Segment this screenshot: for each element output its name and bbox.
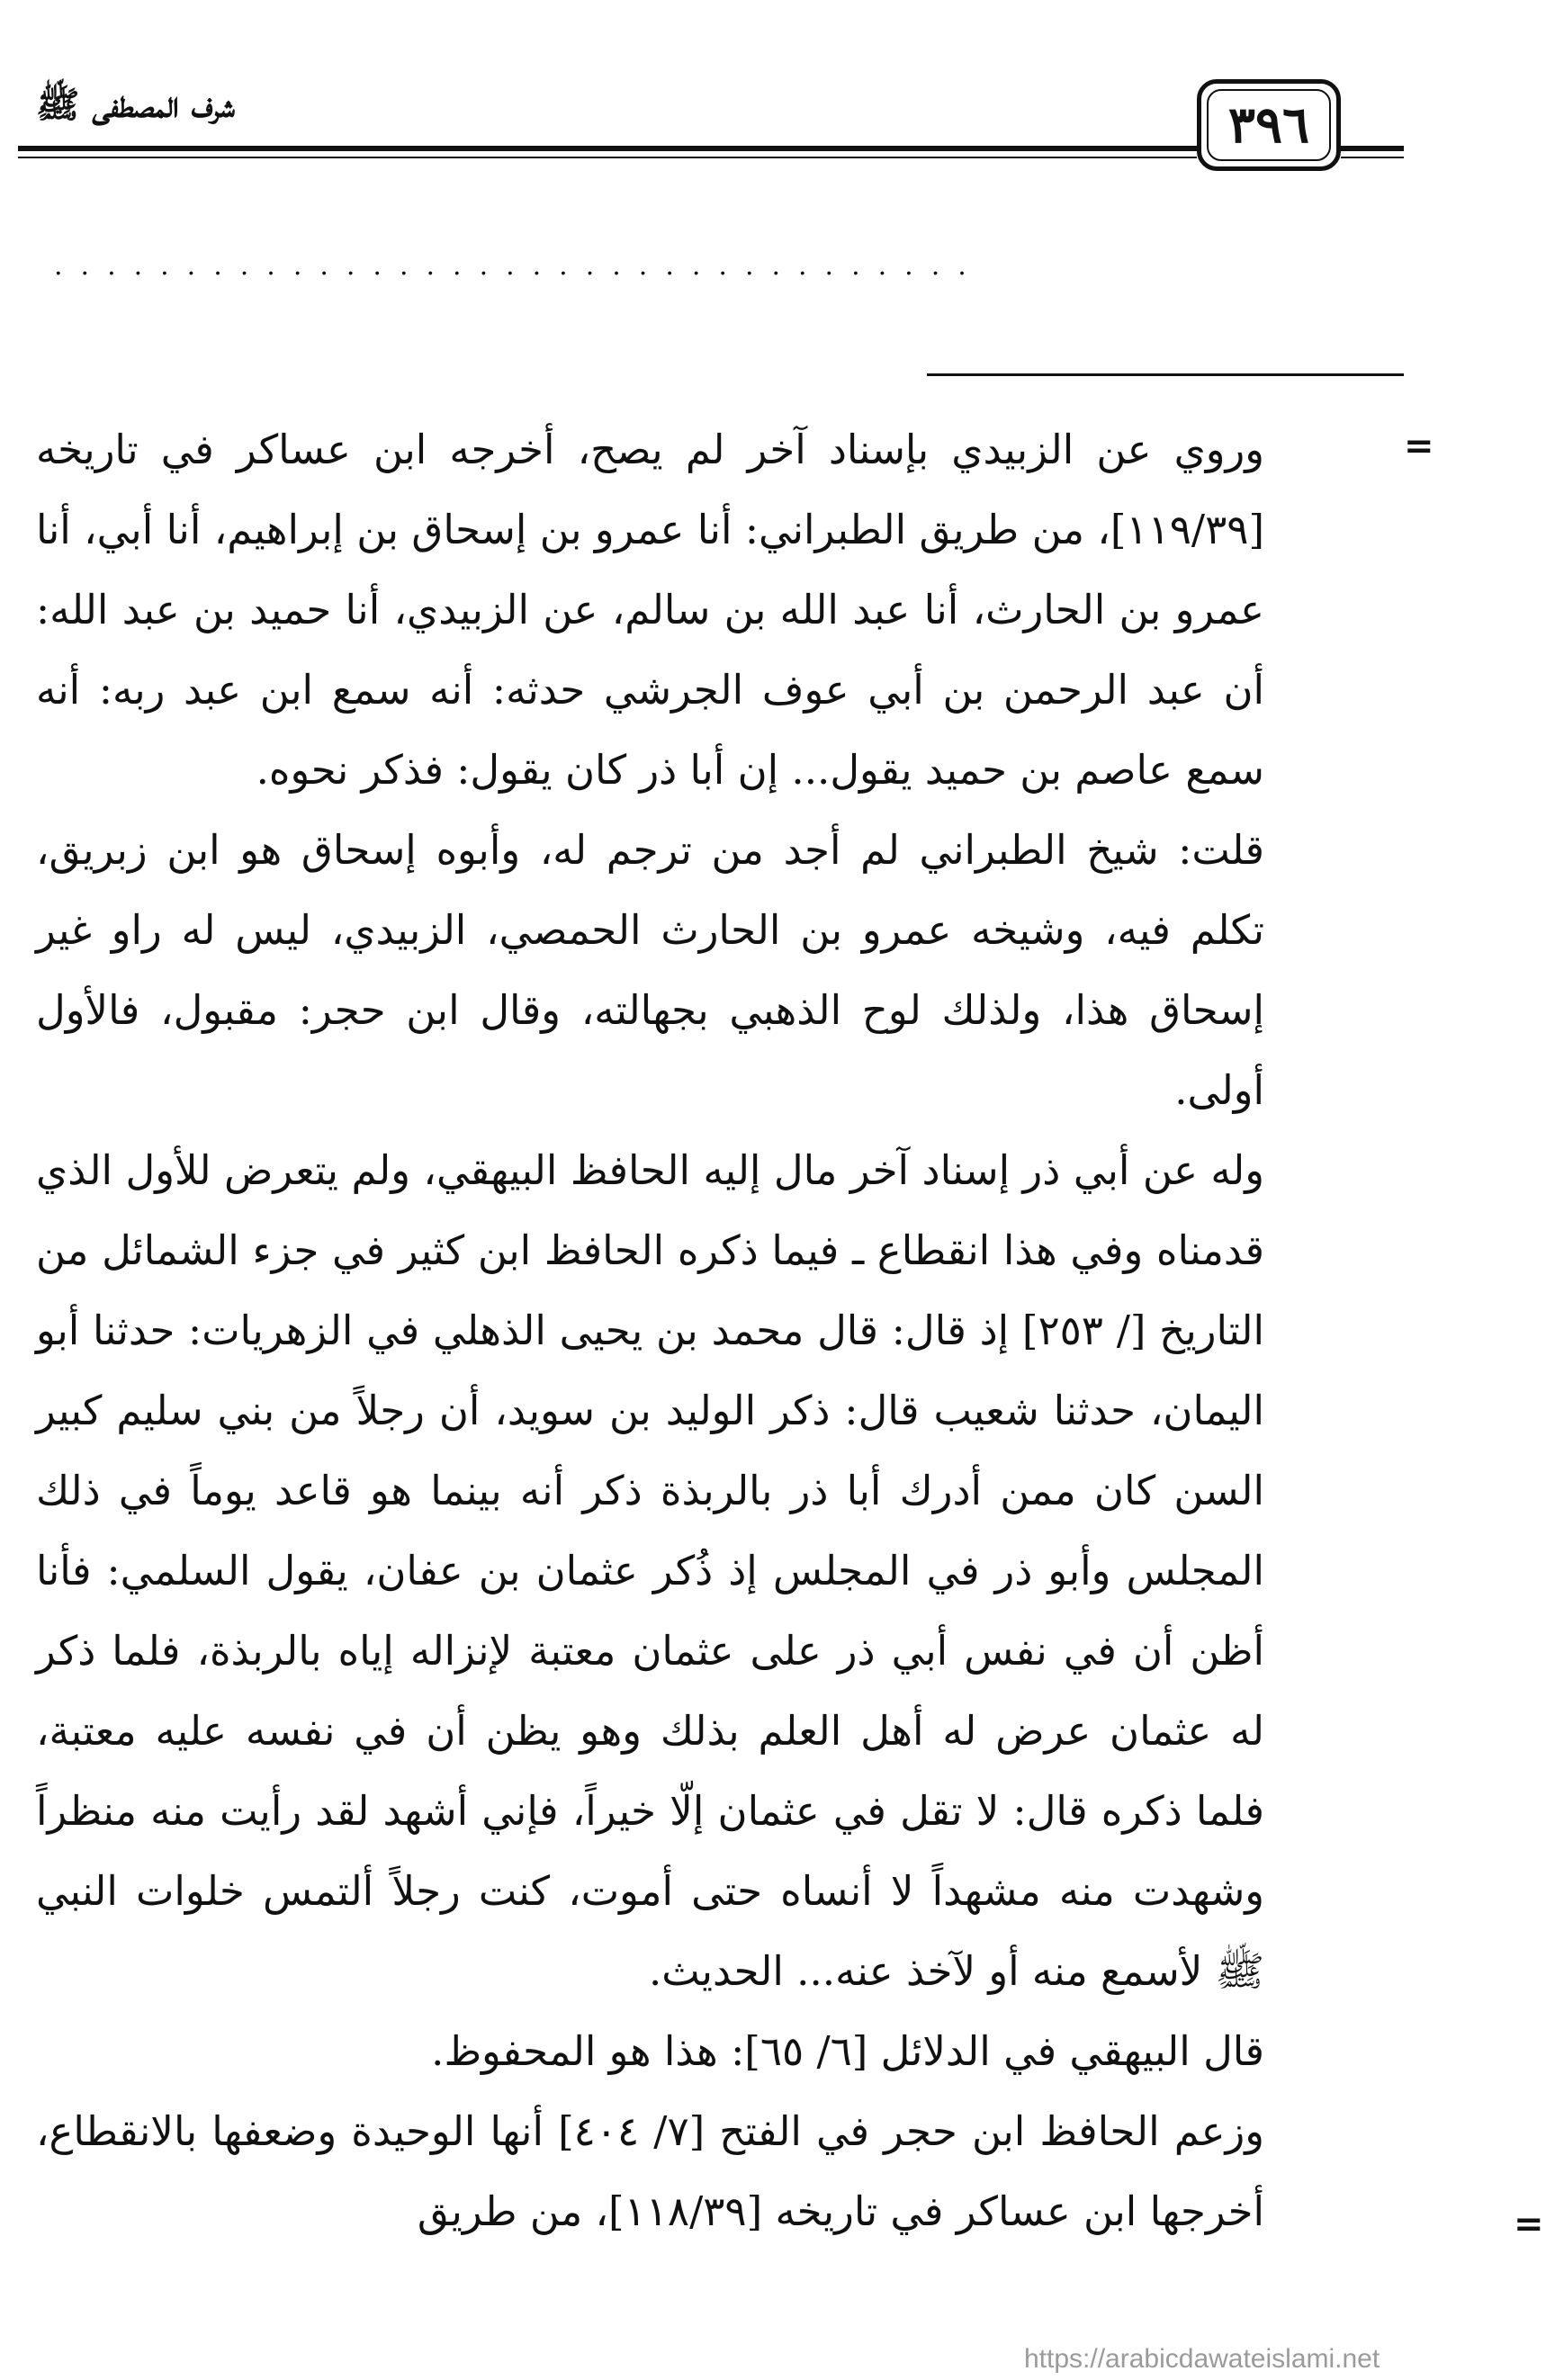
continuation-mark-top: = bbox=[1404, 425, 1434, 467]
page-header bbox=[0, 0, 1546, 198]
paragraph: قال البيهقي في الدلائل [٦/ ٦٥]: هذا هو المحفوظ. bbox=[431, 2027, 1264, 2075]
paragraph: قلت: شيخ الطبراني لم أجد من ترجم له، وأبوه إسحاق هو ابن زبريق، تكلم فيه، وشيخه عمرو بن الحارث الحمصي، الزبيدي، ليس له راو غير إسحاق هذا، ولذلك لوح الذهبي بجهالته، وقال ابن حجر: مقبول، فالأول أولى. bbox=[36, 826, 1264, 1114]
dotted-separator: ................................... bbox=[54, 250, 984, 282]
header-rule-left-thin bbox=[18, 157, 1197, 158]
paragraph: وزعم الحافظ ابن حجر في الفتح [٧/ ٤٠٤] أنها الوحيدة وضعفها بالانقطاع، أخرجها ابن عساكر في تاريخه [١١٨/٣٩]، من طريق bbox=[36, 2107, 1264, 2235]
paragraph: وله عن أبي ذر إسناد آخر مال إليه الحافظ البيهقي، ولم يتعرض للأول الذي قدمناه وفي هذا انقطاع ـ فيما ذكره الحافظ ابن كثير في جزء الشمائل من التاريخ [/ ٢٥٣] إذ قال: قال محمد بن يحيى الذهلي في الزهريات: حدثنا أبو اليمان، حدثنا شعيب قال: ذكر الوليد بن سويد، أن رجلاً من بني سليم كبير السن كان ممن أدرك أبا ذر بالربذة ذكر أنه بينما هو قاعد يوماً في ذلك المجلس وأبو ذر في المجلس إذ ذُكر عثمان بن عفان، يقول السلمي: فأنا أظن أن في نفس أبي ذر على عثمان معتبة لإنزاله إياه بالربذة، فلما ذكر له عثمان عرض له أهل العلم بذلك وهو يظن أن في نفسه عليه معتبة، فلما ذكره قال: لا تقل في عثمان إلّا خيراً، فإني أشهد لقد رأيت منه منظراً وشهدت منه مشهداً لا أنساه حتى أموت، كنت رجلاً ألتمس خلوات النبي ﷺ لأسمع منه أو لآخذ عنه... الحديث. bbox=[36, 1146, 1264, 1995]
watermark-url: https://arabicdawateislami.net bbox=[1024, 2344, 1380, 2374]
running-title: شرف المصطفى ﷺ bbox=[36, 84, 235, 126]
footnote-separator bbox=[927, 373, 1404, 376]
paragraph: وروي عن الزبيدي بإسناد آخر لم يصح، أخرجه ابن عساكر في تاريخه [١١٩/٣٩]، من طريق الطبراني: أنا عمرو بن إسحاق بن إبراهيم، أنا أبي، أنا عمرو بن الحارث، أنا عبد الله بن سالم، عن الزبيدي، أنا حميد بن عبد الله: أن عبد الرحمن بن أبي عوف الجرشي حدثه: أنه سمع ابن عبد ربه: أنه سمع عاصم بن حميد يقول... إن أبا ذر كان يقول: فذكر نحوه. bbox=[36, 426, 1264, 794]
page-number-frame bbox=[1197, 79, 1341, 171]
continuation-mark-bottom: = bbox=[1514, 2203, 1544, 2245]
page-number: ٣٩٦ bbox=[1227, 95, 1310, 155]
header-rule-right-thin bbox=[1341, 157, 1404, 158]
header-rule-right-thick bbox=[1341, 146, 1404, 151]
footnote-body bbox=[36, 409, 1264, 2251]
header-rule-left-thick bbox=[18, 146, 1197, 151]
